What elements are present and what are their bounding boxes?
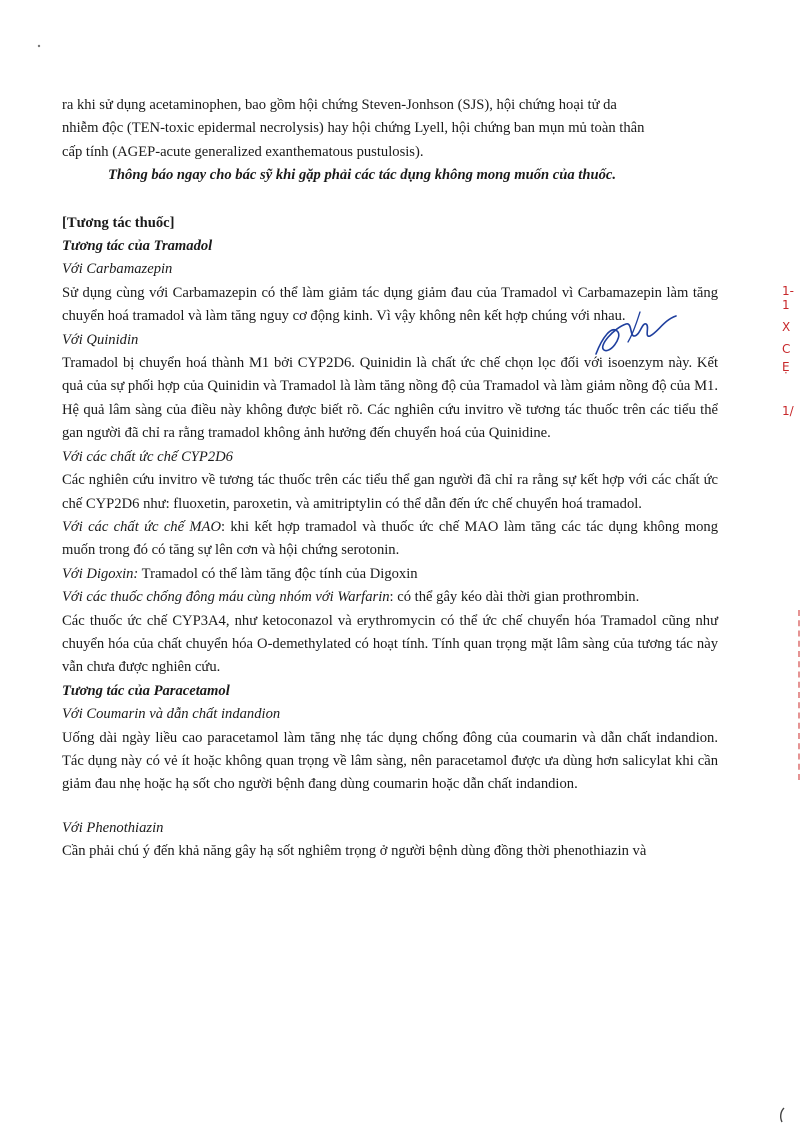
edge-stamp-mark: 1/ [782,404,794,418]
phenothiazin-heading: Với Phenothiazin [62,819,164,836]
quinidin-heading: Với Quinidin [62,331,139,348]
quinidin-paragraph: Tramadol bị chuyển hoá thành M1 bởi CYP2D6. Quinidin là chất ức chế chọn lọc đối với isoenzym này. Kết quả của sự phối hợp của Quinidin và Tramadol là làm tăng nồng độ của Tramadol và làm giảm nồng độ của M1. Hệ quả lâm sàng của điều này không được biết rõ. Các nghiên cứu invitro về tương tác thuốc trên các tiểu thể gan người đã chỉ ra rằng tramadol không ảnh hưởng đến chuyển hoá của Quinidine. [62,355,718,442]
phenothiazin-paragraph: Cần phải chú ý đến khả năng gây hạ sốt nghiêm trọng ở người bệnh dùng đồng thời phenothiazin và [62,843,647,860]
stamp-edge [792,610,800,780]
intro-line: cấp tính (AGEP-acute generalized exanthematous pustulosis). [62,143,424,160]
cyp3a4-paragraph: Các thuốc ức chế CYP3A4, như ketoconazol và erythromycin có thể ức chế chuyển hóa Tramadol cũng như chuyển hóa của chất chuyển hóa O-demethylated có hoạt tính. Tính quan trọng mặt lâm sàng của tương tác này vẫn chưa được nghiên cứu. [62,612,718,676]
paracetamol-heading: Tương tác của Paracetamol [62,682,230,699]
document-page [62,94,718,864]
warfarin-label: Với các thuốc chống đông máu cùng nhóm với Warfarin [62,589,390,606]
intro-line: ra khi sử dụng acetaminophen, bao gồm hội chứng Steven-Jonhson (SJS), hội chứng hoại tử da [62,97,617,113]
cyp2d6-heading: Với các chất ức chế CYP2D6 [62,448,233,465]
digoxin-text: Tramadol có thể làm tăng độc tính của Digoxin [138,565,418,582]
mao-text: : khi kết hợp tramadol và thuốc ức chế MAO làm tăng các tác dụng không mong muốn trong đó có tăng sự lên cơn và hội chứng serotonin. [62,518,719,559]
warning-notice: Thông báo ngay cho bác sỹ khi gặp phải các tác dụng không mong muốn của thuốc. [108,167,617,184]
mao-paragraph [62,516,718,563]
cyp2d6-paragraph: Các nghiên cứu invitro về tương tác thuốc trên các tiểu thể gan người đã chỉ ra rằng sự kết hợp với các chất ức chế CYP2D6 như: fluoxetin, paroxetin, và amitriptylin có thể dẫn đến ức chế chuyển hoá tramadol. [62,472,718,512]
warfarin-text: : có thể gây kéo dài thời gian prothrombin. [389,589,640,606]
intro-line: nhiễm độc (TEN-toxic epidermal necrolysis) hay hội chứng Lyell, hội chứng ban mụn mủ toàn thân [62,120,645,137]
edge-stamp-mark: X [782,320,791,334]
digoxin-paragraph [62,563,718,586]
warfarin-paragraph [62,586,718,609]
coumarin-paragraph: Uống dài ngày liều cao paracetamol làm tăng nhẹ tác dụng chống đông của coumarin và dẫn chất indandion. Tác dụng này có vẻ ít hoặc không quan trọng về lâm sàng, nên paracetamol được ưa dùng hơn salicylat khi cần giảm đau nhẹ hoặc hạ sốt cho người bệnh đang dùng coumarin hoặc dẫn chất indandion. [62,729,718,793]
handwritten-signature-icon [588,302,680,366]
digoxin-label: Với Digoxin: [62,565,139,582]
edge-stamp-mark: Ẹ [782,360,790,374]
edge-stamp-mark: C [782,342,791,356]
carbamazepin-paragraph: Sử dụng cùng với Carbamazepin có thể làm giảm tác dụng giảm đau của Tramadol vì Carbamazepin làm tăng chuyển hoá tramadol và làm tăng nguy cơ động kinh. Vì vậy không nên kết hợp chúng với nhau. [62,284,718,325]
section-title: [Tương tác thuốc] [62,214,175,231]
corner-scribble-icon [778,1106,786,1129]
mao-label: Với các chất ức chế MAO [62,518,222,535]
coumarin-heading: Với Coumarin và dẫn chất indandion [62,706,281,723]
intro-paragraph [62,94,718,164]
carbamazepin-heading: Với Carbamazepin [62,261,173,278]
tramadol-heading: Tương tác của Tramadol [62,238,213,255]
scan-speck [36,36,42,42]
edge-stamp-mark: 1-1 [782,284,794,312]
